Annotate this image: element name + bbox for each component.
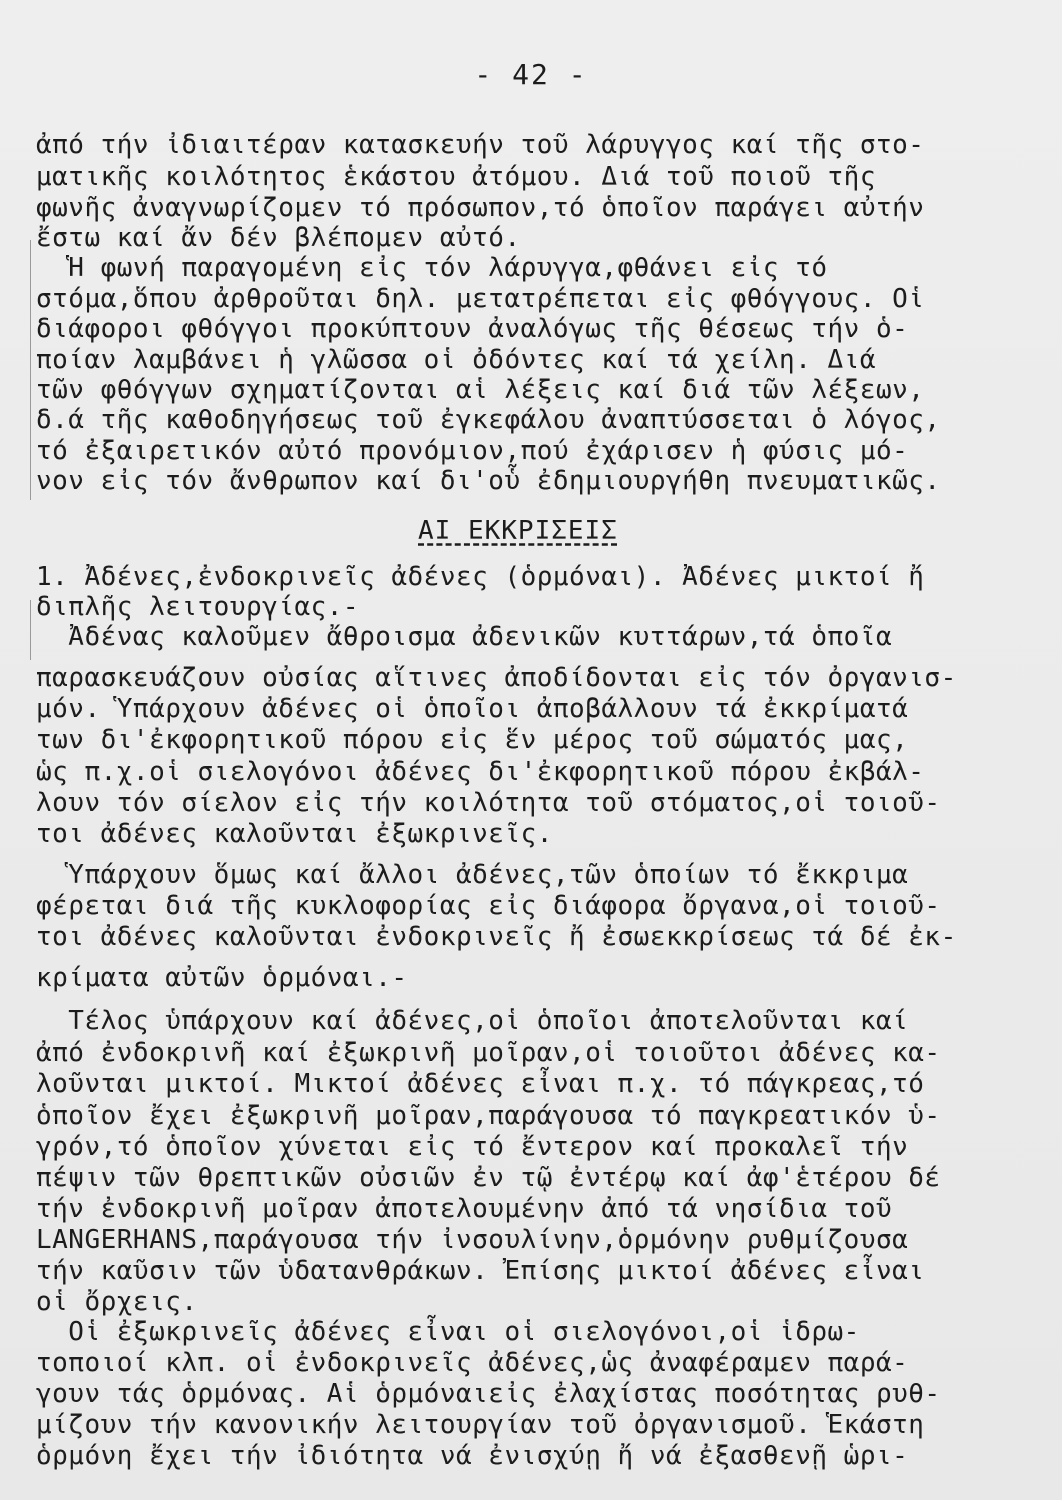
text-line: Ἀδένας καλοῦμεν ἄθροισμα ἀδενικῶν κυττάρων,τά ὁποῖα	[36, 622, 893, 652]
text-line: Ὑπάρχουν ὅμως καί ἄλλοι ἀδένες,τῶν ὁποίων τό ἔκκριμα	[36, 860, 909, 890]
text-line: στόμα,ὅπου ἀρθροῦται δηλ. μετατρέπεται εἰς φθόγγους. Οἱ	[36, 284, 925, 314]
text-line: ποίαν λαμβάνει ἡ γλῶσσα οἱ ὀδόντες καί τά χείλη. Διά	[36, 345, 876, 375]
text-line: οἱ ὄρχεις.	[36, 1287, 198, 1317]
text-line: τοι ἀδένες καλοῦνται ἐξωκρινεῖς.	[36, 819, 553, 849]
text-line: LANGERHANS,παράγουσα τήν ἰνσουλίνην,ὁρμόνην ρυθμίζουσα	[36, 1225, 909, 1255]
text-line: Τέλος ὑπάρχουν καί ἀδένες,οἱ ὁποῖοι ἀποτελοῦνται καί	[36, 1006, 909, 1036]
text-line: γουν τάς ὁρμόνας. Αἱ ὁρμόναιεἰς ἐλαχίστας ποσότητας ρυθ-	[36, 1379, 941, 1409]
page-number: - 42 -	[474, 58, 588, 91]
text-line: τῶν φθόγγων σχηματίζονται αἱ λέξεις καί διά τῶν λέξεων,	[36, 375, 925, 405]
text-line: κρίματα αὐτῶν ὁρμόναι.-	[36, 963, 408, 993]
text-line: διπλῆς λειτουργίας.-	[36, 592, 360, 622]
text-line: τήν ἐνδοκρινῆ μοῖραν ἀποτελουμένην ἀπό τά νησίδια τοῦ	[36, 1194, 893, 1224]
text-line: τοποιοί κλπ. οἱ ἐνδοκρινεῖς ἀδένες,ὡς ἀναφέραμεν παρά-	[36, 1348, 909, 1378]
text-line: Οἱ ἐξωκρινεῖς ἀδένες εἶναι οἱ σιελογόνοι,οἱ ἱδρω-	[36, 1317, 860, 1347]
text-line: νον εἰς τόν ἄνθρωπον καί δι'οὗ ἐδημιουργήθη πνευματικῶς.	[36, 466, 941, 496]
text-line: ὁρμόνη ἔχει τήν ἰδιότητα νά ἐνισχύῃ ἤ νά ἐξασθενῇ ὡρι-	[36, 1441, 909, 1471]
text-line: ὁποῖον ἔχει ἐξωκρινῆ μοῖραν,παράγουσα τό παγκρεατικόν ὑ-	[36, 1101, 941, 1131]
text-line: παρασκευάζουν οὐσίας αἵτινες ἀποδίδονται εἰς τόν ὀργανισ-	[36, 663, 957, 693]
text-line: ὡς π.χ.οἱ σιελογόνοι ἀδένες δι'ἐκφορητικοῦ πόρου ἐκβάλ-	[36, 757, 925, 787]
margin-rule	[30, 240, 31, 500]
text-line: τοι ἀδένες καλοῦνται ἐνδοκρινεῖς ἤ ἐσωεκκρίσεως τά δέ ἐκ-	[36, 922, 957, 952]
text-line: φωνῆς ἀναγνωρίζομεν τό πρόσωπον,τό ὁποῖον παράγει αὐτήν	[36, 193, 925, 223]
text-line: ἀπό ἐνδοκρινῆ καί ἐξωκρινῆ μοῖραν,οἱ τοιοῦτοι ἀδένες κα-	[36, 1038, 941, 1068]
text-line: μίζουν τήν κανονικήν λειτουργίαν τοῦ ὀργανισμοῦ. Ἑκάστη	[36, 1410, 925, 1440]
text-line: τήν καῦσιν τῶν ὑδατανθράκων. Ἐπίσης μικτοί ἀδένες εἶναι	[36, 1256, 925, 1286]
text-line: δ.ά τῆς καθοδηγήσεως τοῦ ἐγκεφάλου ἀναπτύσσεται ὁ λόγος,	[36, 405, 941, 435]
text-line: γρόν,τό ὁποῖον χύνεται εἰς τό ἔντερον καί προκαλεῖ τήν	[36, 1132, 909, 1162]
text-line: Ἡ φωνή παραγομένη εἰς τόν λάρυγγα,φθάνει εἰς τό	[36, 253, 828, 283]
text-line: των δι'ἐκφορητικοῦ πόρου εἰς ἕν μέρος τοῦ σώματός μας,	[36, 725, 909, 755]
text-line: μόν. Ὑπάρχουν ἀδένες οἱ ὁποῖοι ἀποβάλλουν τά ἐκκρίματά	[36, 694, 909, 724]
text-line: ἀπό τήν ἰδιαιτέραν κατασκευήν τοῦ λάρυγγος καί τῆς στο-	[36, 130, 925, 160]
text-line: ματικῆς κοιλότητος ἑκάστου ἀτόμου. Διά τοῦ ποιοῦ τῆς	[36, 162, 876, 192]
text-line: ἔστω καί ἄν δέν βλέπομεν αὐτό.	[36, 223, 521, 253]
section-heading: ΑΙ ΕΚΚΡΙΣΕΙΣ	[418, 516, 618, 546]
text-line: 1. Ἀδένες,ἐνδοκρινεῖς ἀδένες (ὁρμόναι). Ἀδένες μικτοί ἤ	[36, 562, 925, 592]
text-line: τό ἐξαιρετικόν αὐτό προνόμιον,πού ἐχάρισεν ἡ φύσις μό-	[36, 436, 909, 466]
text-line: λοῦνται μικτοί. Μικτοί ἀδένες εἶναι π.χ. τό πάγκρεας,τό	[36, 1069, 925, 1099]
text-line: διάφοροι φθόγγοι προκύπτουν ἀναλόγως τῆς θέσεως τήν ὁ-	[36, 314, 909, 344]
margin-rule	[30, 600, 31, 660]
text-line: πέψιν τῶν θρεπτικῶν οὐσιῶν ἐν τῷ ἐντέρῳ καί ἀφ'ἑτέρου δέ	[36, 1163, 941, 1193]
text-line: φέρεται διά τῆς κυκλοφορίας εἰς διάφορα ὄργανα,οἱ τοιοῦ-	[36, 891, 941, 921]
text-line: λουν τόν σίελον εἰς τήν κοιλότητα τοῦ στόματος,οἱ τοιοῦ-	[36, 788, 941, 818]
